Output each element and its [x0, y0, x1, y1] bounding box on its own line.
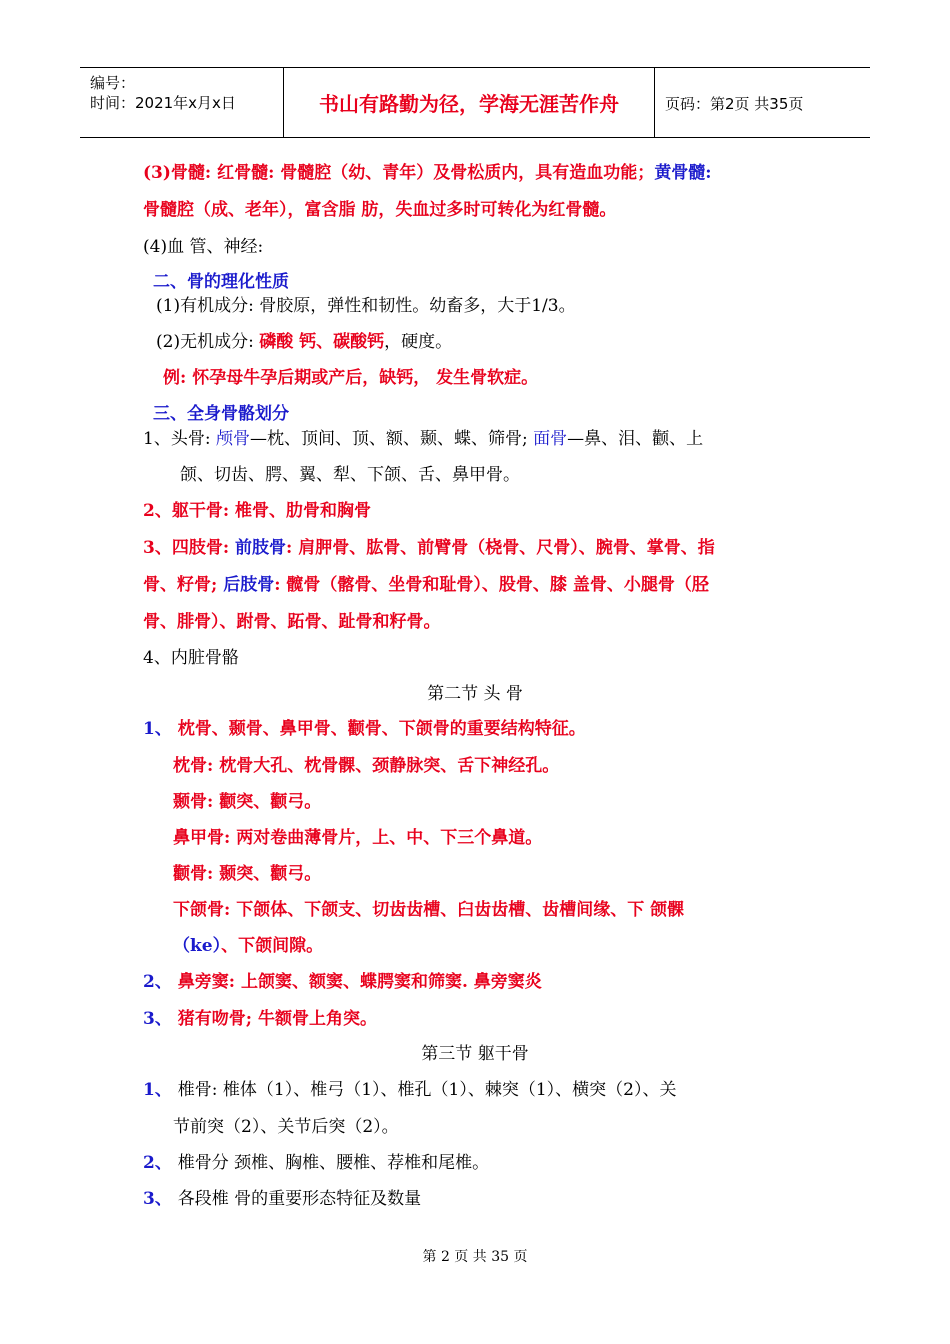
- line-vertebra: 1、 椎骨: 椎体（1）、椎弓（1）、椎孔（1）、棘突（1）、横突（2）、关: [143, 1080, 677, 1100]
- line-head-1: 1、 枕骨、颞骨、鼻甲骨、颧骨、下颌骨的重要结构特征。: [143, 719, 586, 739]
- line-visceral: 4、内脏骨骼: [143, 648, 239, 668]
- line-example: 例: 怀孕母牛孕后期或产后，缺钙， 发生骨软症。: [163, 368, 539, 388]
- header-left-cell: [80, 68, 284, 137]
- line-turbinate: 鼻甲骨: 两对卷曲薄骨片，上、中、下三个鼻道。: [173, 828, 543, 848]
- line-trunk: 2、躯干骨: 椎骨、肋骨和胸骨: [143, 501, 372, 521]
- line-vessels-nerves: (4)血 管、神经:: [143, 237, 264, 257]
- motto: 书山有路勤为径，学海无涯苦作舟: [284, 68, 655, 137]
- line-inorganic: (2)无机成分: 磷酸 钙、碳酸钙，硬度。: [156, 332, 453, 352]
- section-title-trunk: 第三节 躯干骨: [421, 1044, 529, 1064]
- line-temporal: 颞骨: 颧突、颧弓。: [173, 792, 322, 812]
- page-label: 页码：第2页 共35页: [665, 95, 804, 113]
- line-rostral: 3、 猪有吻骨; 牛额骨上角突。: [143, 1009, 377, 1029]
- line-limbs-cont2: 骨、腓骨）、跗骨、跖骨、趾骨和籽骨。: [143, 612, 441, 632]
- line-mandible: 下颌骨: 下颌体、下颌支、切齿齿槽、臼齿齿槽、齿槽间缘、下 颌髁: [173, 900, 685, 920]
- section-heading-properties: 二、骨的理化性质: [153, 272, 289, 292]
- line-limbs-cont: 骨、籽骨; 后肢骨: 髋骨（髂骨、坐骨和耻骨）、股骨、膝 盖骨、小腿骨（胫: [143, 575, 709, 595]
- header-table: [80, 67, 870, 138]
- line-occipital: 枕骨: 枕骨大孔、枕骨髁、颈静脉突、舌下神经孔。: [173, 756, 560, 776]
- time-label: 时间：2021年x月x日: [90, 94, 236, 112]
- line-bone-marrow: (3)骨髓: 红骨髓: 骨髓腔（幼、青年）及骨松质内，具有造血功能；黄骨髓:: [143, 163, 712, 183]
- line-zygomatic: 颧骨: 颞突、颧弓。: [173, 864, 322, 884]
- line-limbs: 3、四肢骨: 前肢骨: 肩胛骨、肱骨、前臂骨（桡骨、尺骨）、腕骨、掌骨、指: [143, 538, 715, 558]
- line-organic: (1)有机成分: 骨胶原，弹性和韧性。幼畜多，大于1/3。: [156, 296, 576, 316]
- page-footer: 第 2 页 共 35 页: [422, 1249, 528, 1265]
- line-vertebra-types: 2、 椎骨分 颈椎、胸椎、腰椎、荐椎和尾椎。: [143, 1153, 490, 1173]
- line-yellow-marrow: 骨髓腔（成、老年），富含脂 肪，失血过多时可转化为红骨髓。: [143, 200, 617, 220]
- line-skull: 1、头骨: 颅骨—枕、顶间、顶、额、颞、蝶、筛骨; 面骨—鼻、泪、颧、上: [143, 429, 704, 449]
- line-skull-cont: 颌、切齿、腭、翼、犁、下颌、舌、鼻甲骨。: [180, 465, 520, 485]
- line-vertebra-cont: 节前突（2）、关节后突（2）。: [173, 1117, 399, 1137]
- section-title-head: 第二节 头 骨: [427, 684, 523, 704]
- number-label: 编号：: [90, 74, 136, 92]
- section-heading-division: 三、全身骨骼划分: [153, 404, 289, 424]
- line-vertebra-features: 3、 各段椎 骨的重要形态特征及数量: [143, 1189, 422, 1209]
- line-sinus: 2、 鼻旁窦: 上颌窦、额窦、蝶腭窦和筛窦. 鼻旁窦炎: [143, 972, 542, 992]
- line-mandible-cont: （ke）、下颌间隙。: [173, 936, 324, 956]
